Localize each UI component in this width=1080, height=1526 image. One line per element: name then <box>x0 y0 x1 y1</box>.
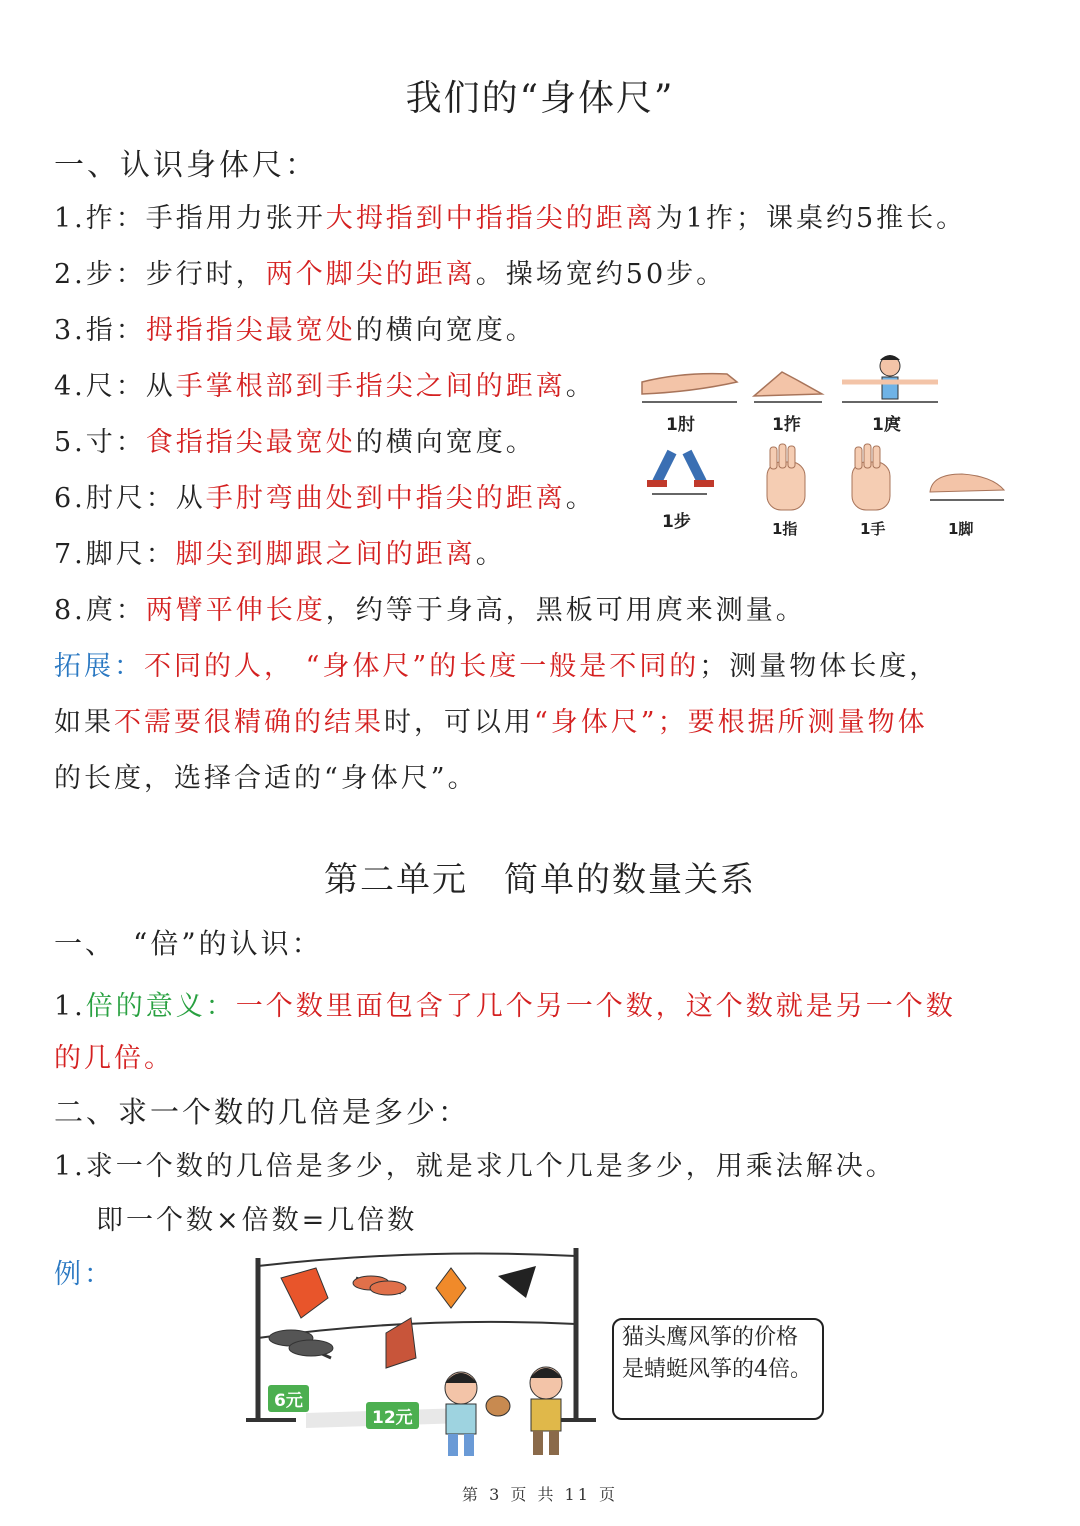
label-1-jiao: 1脚 <box>948 520 974 538</box>
dragonfly-kite-icon <box>353 1276 406 1295</box>
boy-1-icon <box>445 1372 477 1456</box>
unit2-heading-1: 一、 “倍”的认识： <box>54 927 323 960</box>
label-1-zhou: 1肘 <box>666 415 695 435</box>
label-1-bu: 1步 <box>662 512 691 532</box>
price-tag-dragonfly: 6元 <box>268 1385 309 1412</box>
label-1-tuo: 1庹 <box>872 415 901 435</box>
owl-toy-icon <box>486 1396 510 1416</box>
item-zha: 1.拃：手指用力张开大拇指到中指指尖的距离为1拃；课桌约5推长。 <box>54 203 967 234</box>
span-hand-icon <box>754 372 822 402</box>
arms-spread-person-icon <box>842 355 938 402</box>
section-heading-body-ruler: 一、认识身体尺： <box>54 148 318 183</box>
black-kite-icon <box>498 1266 536 1298</box>
item-zhouchi: 6.肘尺：从手肘弯曲处到中指尖的距离。 <box>54 483 596 514</box>
extension-line-3: 的长度，选择合适的“身体尺”。 <box>54 763 478 794</box>
body-ruler-figure <box>632 352 1012 542</box>
item-zhi: 3.指：拇指指尖最宽处的横向宽度。 <box>54 315 536 346</box>
page-footer: 第 3 页 共 11 页 <box>462 1485 618 1504</box>
boy-2-icon <box>530 1367 562 1455</box>
page-title: 我们的“身体尺” <box>405 78 675 119</box>
unit2-title: 第二单元 简单的数量关系 <box>324 860 756 900</box>
item-cun: 5.寸：食指指尖最宽处的横向宽度。 <box>54 427 536 458</box>
kite-example-figure <box>236 1238 596 1468</box>
multiple-meaning-line-1: 1.倍的意义：一个数里面包含了几个另一个数，这个数就是另一个数 <box>54 991 956 1022</box>
multiple-meaning-line-2: 的几倍。 <box>54 1043 174 1074</box>
rule-text: 1.求一个数的几倍是多少，就是求几个几是多少，用乘法解决。 <box>54 1151 896 1182</box>
label-1-zha: 1拃 <box>772 415 801 435</box>
price-tag-owl: 12元 <box>366 1402 419 1429</box>
kite-stall-illustration <box>236 1238 596 1468</box>
item-tuo: 8.庹：两臂平伸长度，约等于身高，黑板可用庹来测量。 <box>54 595 806 626</box>
unit2-heading-2: 二、求一个数的几倍是多少： <box>54 1095 471 1129</box>
label-1-shou: 1手 <box>860 520 886 538</box>
palm-hand-icon-1 <box>767 444 805 510</box>
item-jiaochi: 7.脚尺：脚尖到脚跟之间的距离。 <box>54 539 506 570</box>
extension-line-2: 如果不需要很精确的结果时，可以用“身体尺”；要根据所测量物体 <box>54 707 928 738</box>
lily-kite-icon <box>436 1268 466 1308</box>
owl-kite-icon <box>281 1268 328 1318</box>
walking-legs-icon <box>647 452 714 494</box>
speech-bubble: 猫头鹰风筝的价格是蜻蜓风筝的4倍。 <box>612 1318 824 1420</box>
formula-text: 即一个数×倍数=几倍数 <box>96 1205 418 1236</box>
extension-line-1: 拓展：不同的人， “身体尺”的长度一般是不同的；测量物体长度， <box>54 651 940 682</box>
label-1-zhi: 1指 <box>772 520 798 538</box>
example-label: 例： <box>54 1259 114 1290</box>
forearm-icon <box>642 374 737 402</box>
foot-icon <box>930 474 1004 500</box>
item-chi: 4.尺：从手掌根部到手指尖之间的距离。 <box>54 371 596 402</box>
dragonfly-kite-2-icon <box>269 1330 333 1358</box>
palm-hand-icon-2 <box>852 444 890 510</box>
item-bu: 2.步：步行时，两个脚尖的距离。操场宽约50步。 <box>54 259 727 290</box>
